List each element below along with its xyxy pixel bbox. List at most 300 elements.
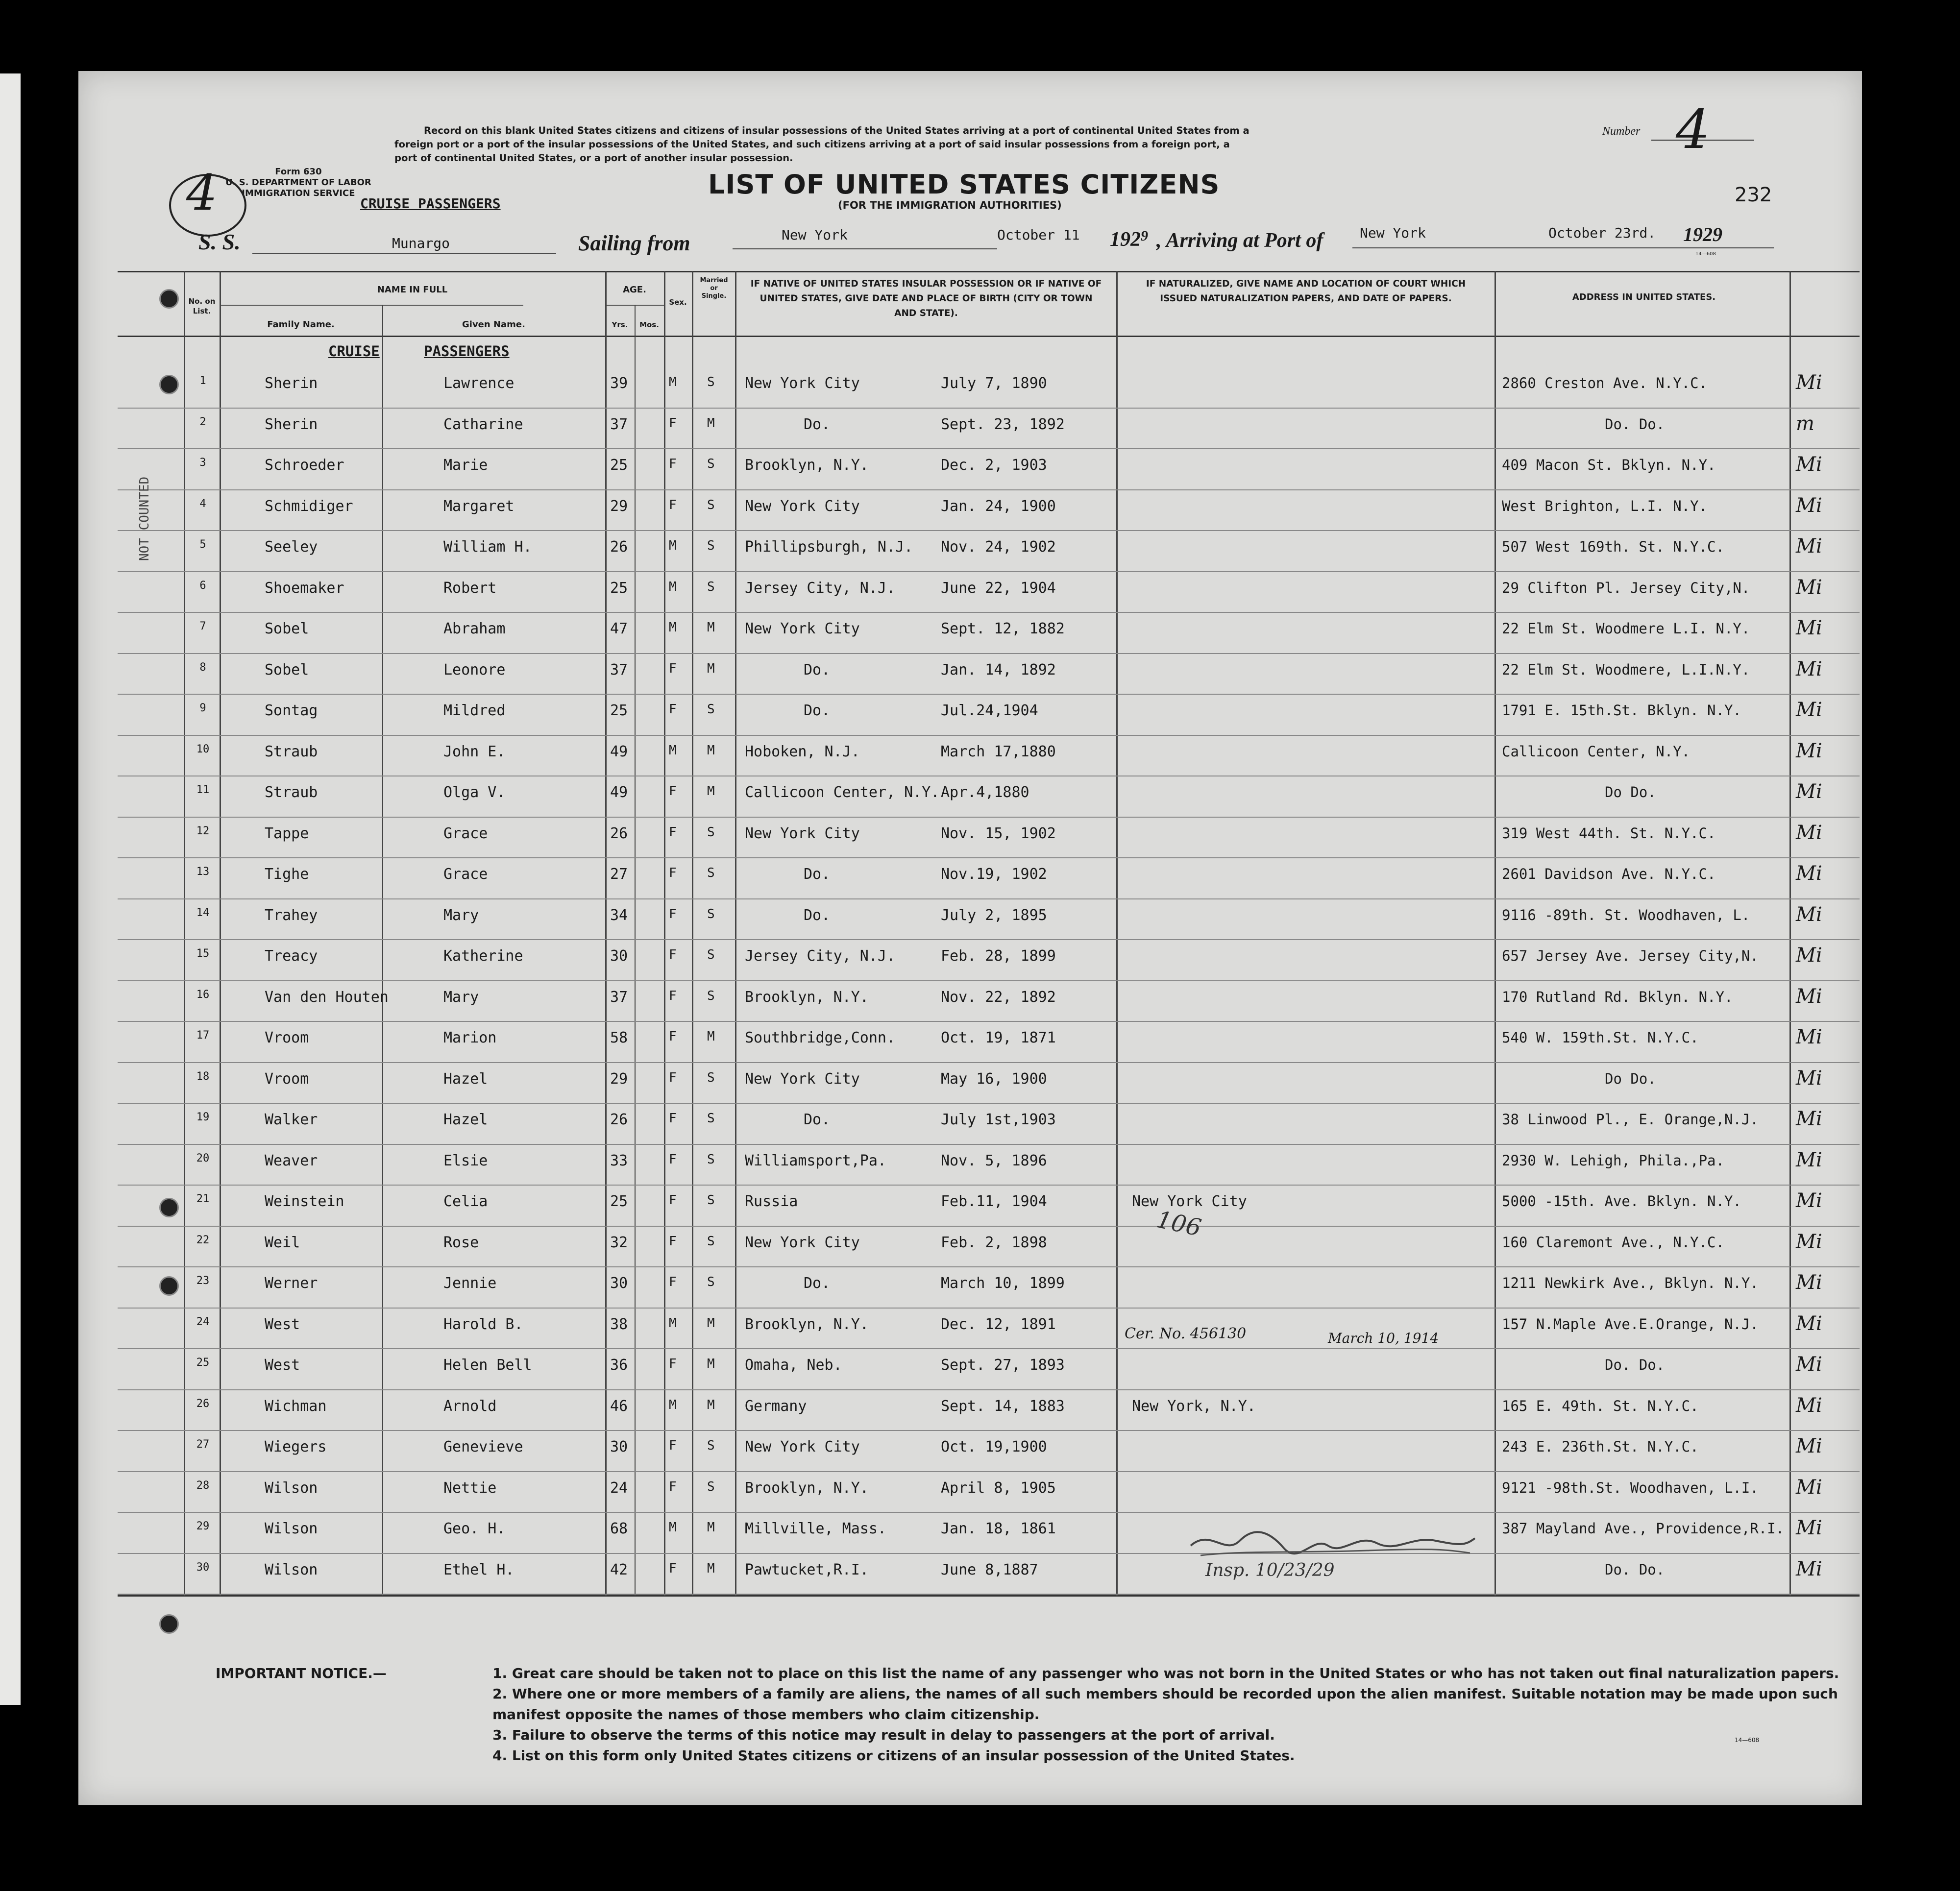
cell-address: 9116 -89th. St. Woodhaven, L.	[1502, 906, 1750, 923]
mi-mark: Mi	[1796, 657, 1822, 680]
cell-address: 9121 -98th.St. Woodhaven, L.I.	[1502, 1479, 1759, 1496]
notice-item: 4. List on this form only United States citizens or citizens of an insular possession of the United States.	[492, 1747, 1295, 1764]
cell-given: Mary	[443, 988, 479, 1006]
cell-date: July 7, 1890	[941, 375, 1047, 392]
row-rule	[118, 408, 1860, 409]
notice-items	[492, 1663, 1874, 1766]
print-code: 14—608	[1695, 251, 1716, 257]
col-divider	[1494, 271, 1496, 1596]
service-name: IMMIGRATION SERVICE	[242, 188, 355, 198]
cell-ms: S	[707, 457, 715, 471]
cell-sex: M	[669, 743, 677, 758]
cell-given: Rose	[443, 1234, 479, 1251]
cell-given: Mildred	[443, 702, 506, 719]
cell-given: Olga V.	[443, 784, 506, 801]
cell-sex: F	[669, 1029, 677, 1044]
row-rule	[118, 1308, 1860, 1309]
cell-ms: S	[707, 1152, 715, 1167]
cell-given: Hazel	[443, 1070, 488, 1088]
cell-ms: M	[707, 620, 715, 635]
header-name-full: NAME IN FULL	[377, 285, 448, 295]
instruction-line: port of continental United States, or a port of another insular possession.	[394, 152, 793, 164]
cell-place: Brooklyn, N.Y.	[745, 1315, 869, 1333]
cell-age: 26	[610, 538, 628, 556]
col-divider	[1116, 271, 1118, 1596]
arriving-date: October 23rd.	[1548, 225, 1656, 241]
row-rule	[118, 1430, 1860, 1431]
cell-ms: M	[707, 1357, 715, 1371]
cell-place: New York City	[745, 1234, 860, 1251]
department-name: U. S. DEPARTMENT OF LABOR	[225, 177, 371, 188]
cell-address: 165 E. 49th. St. N.Y.C.	[1502, 1397, 1699, 1414]
stamp-106: 106	[1154, 1206, 1204, 1242]
cell-family: Vroom	[265, 1070, 309, 1088]
cell-family: Wilson	[265, 1561, 318, 1578]
mi-mark: Mi	[1796, 535, 1822, 558]
cell-age: 29	[610, 497, 628, 515]
cell-place: Jersey City, N.J.	[745, 579, 896, 597]
page-title: LIST OF UNITED STATES CITIZENS	[708, 169, 1220, 200]
cell-given: Hazel	[443, 1111, 488, 1128]
cell-address: Do Do.	[1605, 1070, 1656, 1087]
cell-ms: S	[707, 1193, 715, 1208]
cell-family: Vroom	[265, 1029, 309, 1046]
punch-hole	[159, 1198, 179, 1217]
cell-sex: M	[669, 1397, 677, 1412]
cell-ms: S	[707, 497, 715, 512]
cell-age: 58	[610, 1029, 628, 1046]
cell-age: 25	[610, 579, 628, 597]
row-rule	[118, 1144, 1860, 1145]
row-rule	[118, 571, 1860, 572]
cell-place: Brooklyn, N.Y.	[745, 457, 869, 474]
cell-place: Callicoon Center, N.Y.	[745, 784, 940, 801]
cell-family: Weil	[265, 1234, 300, 1251]
cell-date: Nov. 24, 1902	[941, 538, 1056, 556]
cell-place: Do.	[804, 866, 831, 883]
arriving-year: 1929	[1683, 223, 1722, 245]
section-label-right: PASSENGERS	[424, 343, 510, 360]
cell-given: Harold B.	[443, 1315, 523, 1333]
cell-no: 30	[196, 1561, 210, 1574]
cell-address: 319 West 44th. St. N.Y.C.	[1502, 824, 1716, 842]
cell-sex: M	[669, 375, 677, 389]
cell-ms: S	[707, 866, 715, 880]
cell-place: New York City	[745, 620, 860, 637]
cell-ms: S	[707, 1111, 715, 1126]
cell-family: Sontag	[265, 702, 318, 719]
cell-date: Jan. 24, 1900	[941, 497, 1056, 515]
cell-family: Sobel	[265, 620, 309, 637]
instruction-line: foreign port or a port of the insular possessions of the United States, and such citizens arriving at a port of said insular possessions from a foreign port, a	[394, 139, 1230, 150]
adjacent-page-edge	[0, 73, 21, 1705]
cell-family: West	[265, 1357, 300, 1374]
cell-given: Marion	[443, 1029, 497, 1046]
cell-age: 39	[610, 375, 628, 392]
cell-family: Walker	[265, 1111, 318, 1128]
mi-mark: Mi	[1796, 739, 1822, 762]
cell-ms: M	[707, 784, 715, 799]
cell-sex: F	[669, 497, 677, 512]
manifest-page	[78, 71, 1862, 1805]
row-rule	[118, 1471, 1860, 1472]
cell-family: Sherin	[265, 375, 318, 392]
cell-place: Hoboken, N.J.	[745, 743, 860, 760]
cell-date: Apr.4,1880	[941, 784, 1029, 801]
cell-no: 21	[196, 1193, 210, 1205]
cell-given: Catharine	[443, 415, 523, 433]
header-rule	[118, 336, 1860, 337]
cell-sex: F	[669, 906, 677, 921]
cell-ms: M	[707, 1315, 715, 1331]
cell-address: 5000 -15th. Ave. Bklyn. N.Y.	[1502, 1193, 1741, 1210]
cell-place: New York City	[745, 497, 860, 515]
mi-mark: Mi	[1796, 1026, 1822, 1048]
cell-age: 37	[610, 988, 628, 1006]
page-number: 232	[1735, 184, 1772, 206]
mi-mark: m	[1796, 412, 1814, 435]
cell-ms: S	[707, 1438, 715, 1453]
cell-address: Do. Do.	[1605, 1357, 1665, 1373]
row-rule	[118, 489, 1860, 490]
cell-family: Straub	[265, 743, 318, 760]
mi-mark: Mi	[1796, 1148, 1822, 1171]
cell-date: Nov. 15, 1902	[941, 824, 1056, 842]
row-rule	[118, 1226, 1860, 1227]
punch-hole	[159, 289, 179, 309]
notice-item: 1. Great care should be taken not to place on this list the name of any passenger who was not born in the United States or who has not taken out final naturalization papers.	[492, 1665, 1839, 1681]
cell-given: William H.	[443, 538, 532, 556]
cell-ms: S	[707, 579, 715, 594]
notice-item: 2. Where one or more members of a family are aliens, the names of all such members should be recorded upon the alien manifest. Suitable notation may be made upon such manifest opposite the names of those members who claim citizenship.	[492, 1686, 1838, 1722]
cell-sex: F	[669, 866, 677, 880]
cell-given: Celia	[443, 1193, 488, 1210]
cell-date: Sept. 23, 1892	[941, 415, 1065, 433]
col-divider	[735, 271, 736, 1596]
cell-date: Sept. 27, 1893	[941, 1357, 1065, 1374]
cell-family: Trahey	[265, 906, 318, 924]
cell-no: 19	[196, 1111, 210, 1123]
row-rule	[118, 1021, 1860, 1022]
cell-place: New York City	[745, 1438, 860, 1455]
header-mos: Mos.	[639, 320, 659, 329]
cell-family: Weaver	[265, 1152, 318, 1169]
row-rule	[118, 1185, 1860, 1186]
col-divider	[220, 271, 221, 1596]
row-rule	[118, 1389, 1860, 1390]
cell-given: John E.	[443, 743, 506, 760]
cell-no: 23	[196, 1275, 210, 1287]
form-instructions	[394, 124, 1250, 165]
row-rule	[118, 980, 1860, 981]
cell-date: Nov. 5, 1896	[941, 1152, 1047, 1169]
cell-sex: F	[669, 1275, 677, 1289]
col-divider	[382, 305, 383, 1596]
cell-ms: S	[707, 702, 715, 717]
cell-given: Leonore	[443, 661, 506, 679]
mi-mark: Mi	[1796, 821, 1822, 844]
cell-address: 2930 W. Lehigh, Phila.,Pa.	[1502, 1152, 1724, 1169]
cell-age: 25	[610, 457, 628, 474]
cell-address: 1211 Newkirk Ave., Bklyn. N.Y.	[1502, 1275, 1759, 1291]
cell-age: 42	[610, 1561, 628, 1578]
cell-address: 540 W. 159th.St. N.Y.C.	[1502, 1029, 1699, 1046]
cell-nat: New York, N.Y.	[1132, 1397, 1256, 1415]
cell-age: 26	[610, 824, 628, 842]
row-rule	[118, 653, 1860, 654]
cell-place: Pawtucket,R.I.	[745, 1561, 869, 1578]
mi-mark: Mi	[1796, 862, 1822, 885]
row-rule	[118, 1594, 1860, 1595]
cell-place: Omaha, Neb.	[745, 1357, 842, 1374]
mi-mark: Mi	[1796, 985, 1822, 1008]
cell-given: Robert	[443, 579, 497, 597]
row-rule	[118, 1103, 1860, 1104]
mi-mark: Mi	[1796, 453, 1822, 476]
cell-age: 49	[610, 784, 628, 801]
cell-date: Dec. 12, 1891	[941, 1315, 1056, 1333]
cell-no: 8	[199, 661, 206, 674]
cell-ms: M	[707, 1029, 715, 1044]
cell-sex: M	[669, 1520, 677, 1535]
cell-sex: F	[669, 457, 677, 471]
cell-sex: F	[669, 1561, 677, 1576]
cell-family: Wilson	[265, 1479, 318, 1497]
row-rule	[118, 1553, 1860, 1554]
cell-no: 15	[196, 947, 210, 960]
cell-place: Millville, Mass.	[745, 1520, 886, 1537]
mi-mark: Mi	[1796, 1067, 1822, 1090]
cell-place: Germany	[745, 1397, 807, 1415]
cell-sex: F	[669, 1193, 677, 1208]
cell-no: 12	[196, 824, 210, 837]
margin-stamp: NOT COUNTED	[137, 476, 152, 561]
cell-ms: M	[707, 743, 715, 758]
cell-given: Marie	[443, 457, 488, 474]
mi-mark: Mi	[1796, 1435, 1822, 1457]
cell-family: Seeley	[265, 538, 318, 556]
cell-given: Katherine	[443, 947, 523, 965]
cell-no: 10	[196, 743, 210, 755]
cell-sex: F	[669, 947, 677, 962]
mi-mark: Mi	[1796, 576, 1822, 599]
header-given: Given Name.	[462, 319, 525, 330]
cell-no: 9	[199, 702, 206, 714]
cell-given: Margaret	[443, 497, 514, 515]
cell-date: June 8,1887	[941, 1561, 1038, 1578]
cell-date: Sept. 14, 1883	[941, 1397, 1065, 1415]
cell-given: Ethel H.	[443, 1561, 514, 1578]
cell-age: 68	[610, 1520, 628, 1537]
cell-family: Schmidiger	[265, 497, 353, 515]
cell-given: Jennie	[443, 1275, 497, 1292]
cell-date: Jan. 18, 1861	[941, 1520, 1056, 1537]
row-rule	[118, 530, 1860, 531]
header-naturalized: IF NATURALIZED, GIVE NAME AND LOCATION OF COURT WHICH ISSUED NATURALIZATION PAPERS, AND DATE OF PAPERS.	[1146, 279, 1466, 304]
cell-no: 26	[196, 1397, 210, 1410]
cell-place: New York City	[745, 1070, 860, 1088]
cell-address: 2601 Davidson Ave. N.Y.C.	[1502, 866, 1716, 882]
cell-place: Southbridge,Conn.	[745, 1029, 896, 1046]
cell-date: May 16, 1900	[941, 1070, 1047, 1088]
header-yrs: Yrs.	[612, 320, 628, 329]
cell-no: 17	[196, 1029, 210, 1042]
col-divider	[692, 271, 693, 1596]
cell-sex: M	[669, 579, 677, 594]
cell-place: Do.	[804, 906, 831, 924]
cell-ms: S	[707, 1234, 715, 1249]
col-divider	[605, 271, 607, 1596]
cell-address: Do Do.	[1605, 784, 1656, 800]
cell-age: 25	[610, 1193, 628, 1210]
cruise-label: CRUISE PASSENGERS	[360, 195, 501, 212]
cell-ms: M	[707, 1520, 715, 1535]
col-divider	[1789, 271, 1791, 1596]
cell-date: Jan. 14, 1892	[941, 661, 1056, 679]
cell-address: 22 Elm St. Woodmere L.I. N.Y.	[1502, 620, 1750, 637]
mi-mark: Mi	[1796, 903, 1822, 926]
cell-age: 30	[610, 1438, 628, 1455]
header-age: AGE.	[623, 285, 646, 295]
table-top-rule	[118, 271, 1860, 272]
instruction-line: Record on this blank United States citizens and citizens of insular possessions of the United States arriving at a port of continental United States from a	[424, 125, 1250, 136]
cell-sex: F	[669, 1111, 677, 1126]
cell-no: 14	[196, 906, 210, 919]
cell-given: Helen Bell	[443, 1357, 532, 1374]
cell-given: Abraham	[443, 620, 506, 637]
mi-mark: Mi	[1796, 699, 1822, 721]
cell-date: Nov. 22, 1892	[941, 988, 1056, 1006]
cell-ms: S	[707, 375, 715, 389]
notice-item: 3. Failure to observe the terms of this notice may result in delay to passengers at the port of arrival.	[492, 1727, 1275, 1743]
certificate-date: March 10, 1914	[1328, 1330, 1439, 1346]
cell-ms: S	[707, 1275, 715, 1289]
arriving-label: , Arriving at Port of	[1156, 229, 1323, 252]
mi-mark: Mi	[1796, 1108, 1822, 1130]
mi-mark: Mi	[1796, 1353, 1822, 1376]
mi-mark: Mi	[1796, 1394, 1822, 1417]
cell-address: 170 Rutland Rd. Bklyn. N.Y.	[1502, 988, 1733, 1005]
sailing-year	[1110, 228, 1148, 251]
cell-no: 29	[196, 1520, 210, 1532]
cell-age: 30	[610, 1275, 628, 1292]
cell-address: West Brighton, L.I. N.Y.	[1502, 497, 1708, 514]
cell-place: Do.	[804, 415, 831, 433]
cell-sex: F	[669, 1070, 677, 1085]
punch-hole	[159, 1276, 179, 1296]
cell-sex: F	[669, 1479, 677, 1494]
cell-nat: New York City	[1132, 1193, 1247, 1210]
cell-given: Grace	[443, 866, 488, 883]
col-divider	[184, 271, 185, 1596]
row-rule	[118, 1348, 1860, 1349]
sailing-underline	[733, 248, 997, 249]
cell-address: 243 E. 236th.St. N.Y.C.	[1502, 1438, 1699, 1455]
cell-age: 26	[610, 1111, 628, 1128]
cell-date: Nov.19, 1902	[941, 866, 1047, 883]
cell-no: 20	[196, 1152, 210, 1164]
cell-ms: M	[707, 415, 715, 431]
col-divider	[635, 305, 636, 1596]
cell-no: 13	[196, 866, 210, 878]
cell-no: 22	[196, 1234, 210, 1246]
mi-mark: Mi	[1796, 1271, 1822, 1294]
circled-number: 4	[186, 164, 218, 221]
cell-date: Dec. 2, 1903	[941, 457, 1047, 474]
header-no: No. on List.	[188, 297, 216, 315]
cell-ms: S	[707, 1479, 715, 1494]
cell-family: Tappe	[265, 824, 309, 842]
cell-address: 29 Clifton Pl. Jersey City,N.	[1502, 579, 1750, 596]
cell-age: 34	[610, 906, 628, 924]
cell-sex: F	[669, 1152, 677, 1167]
cell-date: April 8, 1905	[941, 1479, 1056, 1497]
cell-place: Do.	[804, 661, 831, 679]
cell-date: March 17,1880	[941, 743, 1056, 760]
cell-place: Brooklyn, N.Y.	[745, 988, 869, 1006]
cell-given: Nettie	[443, 1479, 497, 1497]
cell-place: New York City	[745, 375, 860, 392]
cell-no: 24	[196, 1315, 210, 1328]
cell-address: 657 Jersey Ave. Jersey City,N.	[1502, 947, 1759, 964]
cell-address: Callicoon Center, N.Y.	[1502, 743, 1690, 760]
cell-place: Jersey City, N.J.	[745, 947, 896, 965]
cell-family: Wilson	[265, 1520, 318, 1537]
cell-sex: M	[669, 1315, 677, 1331]
cell-family: Sherin	[265, 415, 318, 433]
certificate-note: Cer. No. 456130	[1125, 1325, 1247, 1342]
cell-sex: F	[669, 1438, 677, 1453]
cell-age: 25	[610, 702, 628, 719]
number-label: Number	[1602, 125, 1641, 138]
cell-place: Phillipsburgh, N.J.	[745, 538, 913, 556]
mi-mark: Mi	[1796, 1476, 1822, 1499]
sailing-date: October 11	[997, 227, 1080, 243]
cell-age: 24	[610, 1479, 628, 1497]
cell-no: 25	[196, 1357, 210, 1369]
cell-ms: M	[707, 661, 715, 676]
cell-no: 1	[199, 375, 206, 387]
row-rule	[118, 1266, 1860, 1267]
sailing-label: Sailing from	[578, 231, 690, 255]
mi-mark: Mi	[1796, 1189, 1822, 1212]
cell-family: Wichman	[265, 1397, 327, 1415]
cell-sex: F	[669, 415, 677, 431]
notice-label: IMPORTANT NOTICE.—	[216, 1665, 387, 1681]
year-prefix: 192	[1110, 228, 1141, 251]
table-bottom-rule	[118, 1595, 1860, 1597]
cell-date: June 22, 1904	[941, 579, 1056, 597]
header-married-single: Married or Single.	[700, 277, 728, 300]
cell-family: Wiegers	[265, 1438, 327, 1455]
cell-no: 16	[196, 988, 210, 1001]
cell-given: Grace	[443, 824, 488, 842]
cell-address: 387 Mayland Ave., Providence,R.I.	[1502, 1520, 1785, 1537]
cell-age: 30	[610, 947, 628, 965]
cell-ms: S	[707, 988, 715, 1003]
cell-date: March 10, 1899	[941, 1275, 1065, 1292]
cell-place: Brooklyn, N.Y.	[745, 1479, 869, 1497]
cell-given: Geo. H.	[443, 1520, 506, 1537]
row-rule	[118, 857, 1860, 858]
notice-print-code: 14—608	[1735, 1737, 1760, 1744]
cell-address: Do. Do.	[1605, 415, 1665, 433]
cell-place: New York City	[745, 824, 860, 842]
row-rule	[118, 694, 1860, 695]
punch-hole	[159, 1614, 179, 1634]
cell-ms: M	[707, 1397, 715, 1412]
cell-family: Tighe	[265, 866, 309, 883]
